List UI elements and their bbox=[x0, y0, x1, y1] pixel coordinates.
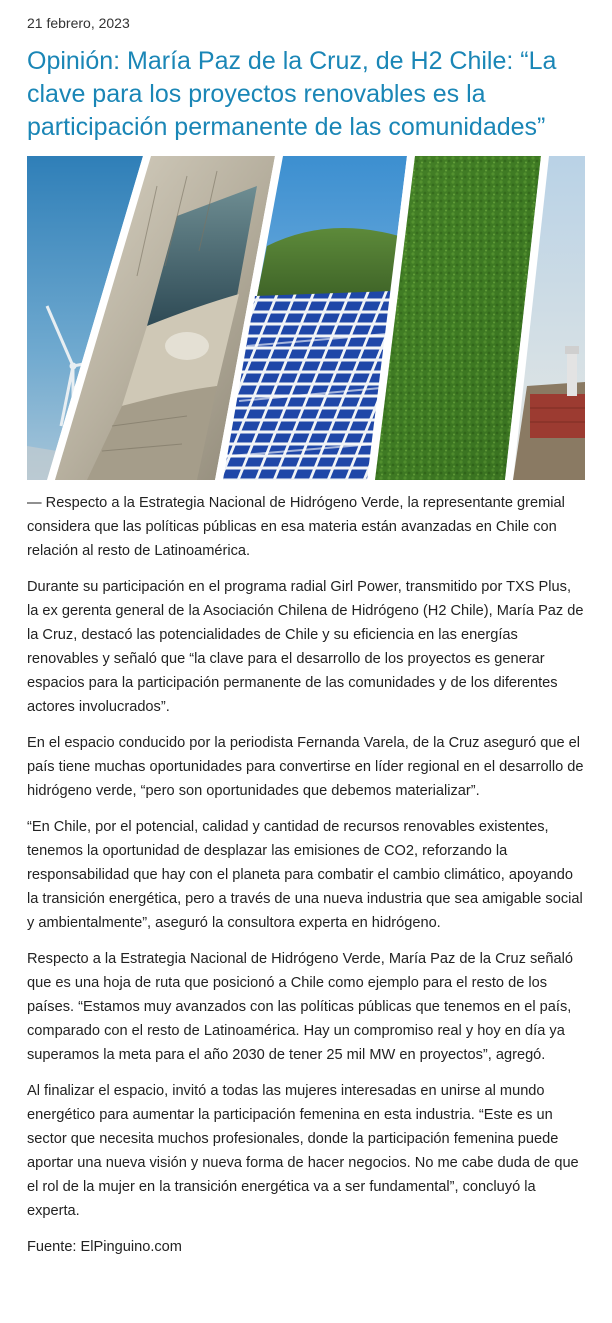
article-source: Fuente: ElPinguino.com bbox=[27, 1239, 182, 1255]
article-paragraph-lead: — Respecto a la Estrategia Nacional de Hidrógeno Verde, la representante gremial considera que las políticas públicas en esa materia están avanzadas en Chile con relación al resto de Latinoamérica. bbox=[27, 495, 565, 559]
article-paragraph: “En Chile, por el potencial, calidad y cantidad de recursos renovables existentes, tenemos la oportunidad de desplazar las emisiones de CO2, reforzando la responsabilidad que hay con el planeta para combatir el cambio climático, apoyando la transición energética, pero a través de una nueva industria que sea amigable social y ambientalmente”, aseguró la consultora experta en hidrógeno. bbox=[27, 819, 583, 931]
article-body bbox=[27, 491, 585, 1223]
article-paragraph: Al finalizar el espacio, invitó a todas las mujeres interesadas en unirse al mundo energético para aumentar la participación femenina en esta industria. “Este es un sector que necesita muchos profesionales, donde la participación femenina puede aportar una nueva visión y nueva forma de hacer negocios. No me cabe duda de que el rol de la mujer en la transición energética va a ser fundamental”, concluyó la experta. bbox=[27, 1083, 579, 1219]
article-paragraph: Respecto a la Estrategia Nacional de Hidrógeno Verde, María Paz de la Cruz señaló que es una hoja de ruta que posicionó a Chile como ejemplo para el resto de los países. “Estamos muy avanzados con las políticas públicas que tenemos en el país, comparado con el resto de Latinoamérica. Hay un compromiso real y hoy en día ya superamos la meta para el año 2030 de tener 25 mil MW en proyectos”, agregó. bbox=[27, 951, 573, 1063]
hero-image-renewable-energy-collage bbox=[27, 156, 585, 480]
article-title: Opinión: María Paz de la Cruz, de H2 Chile: “La clave para los proyectos renovables es la participación permanente de las comunidades” bbox=[27, 47, 557, 141]
publish-date: 21 febrero, 2023 bbox=[27, 15, 130, 31]
article-paragraph: Durante su participación en el programa radial Girl Power, transmitido por TXS Plus, la ex gerenta general de la Asociación Chilena de Hidrógeno (H2 Chile), María Paz de la Cruz, destacó las potencialidades de Chile y su eficiencia en las energías renovables y señaló que “la clave para el desarrollo de los proyectos es generar espacios para la participación permanente de las comunidades y de los diferentes actores involucrados”. bbox=[27, 579, 584, 715]
article-paragraph: En el espacio conducido por la periodista Fernanda Varela, de la Cruz aseguró que el país tiene muchas oportunidades para convertirse en líder regional en el desarrollo de hidrógeno verde, “pero son oportunidades que debemos materializar”. bbox=[27, 735, 584, 799]
